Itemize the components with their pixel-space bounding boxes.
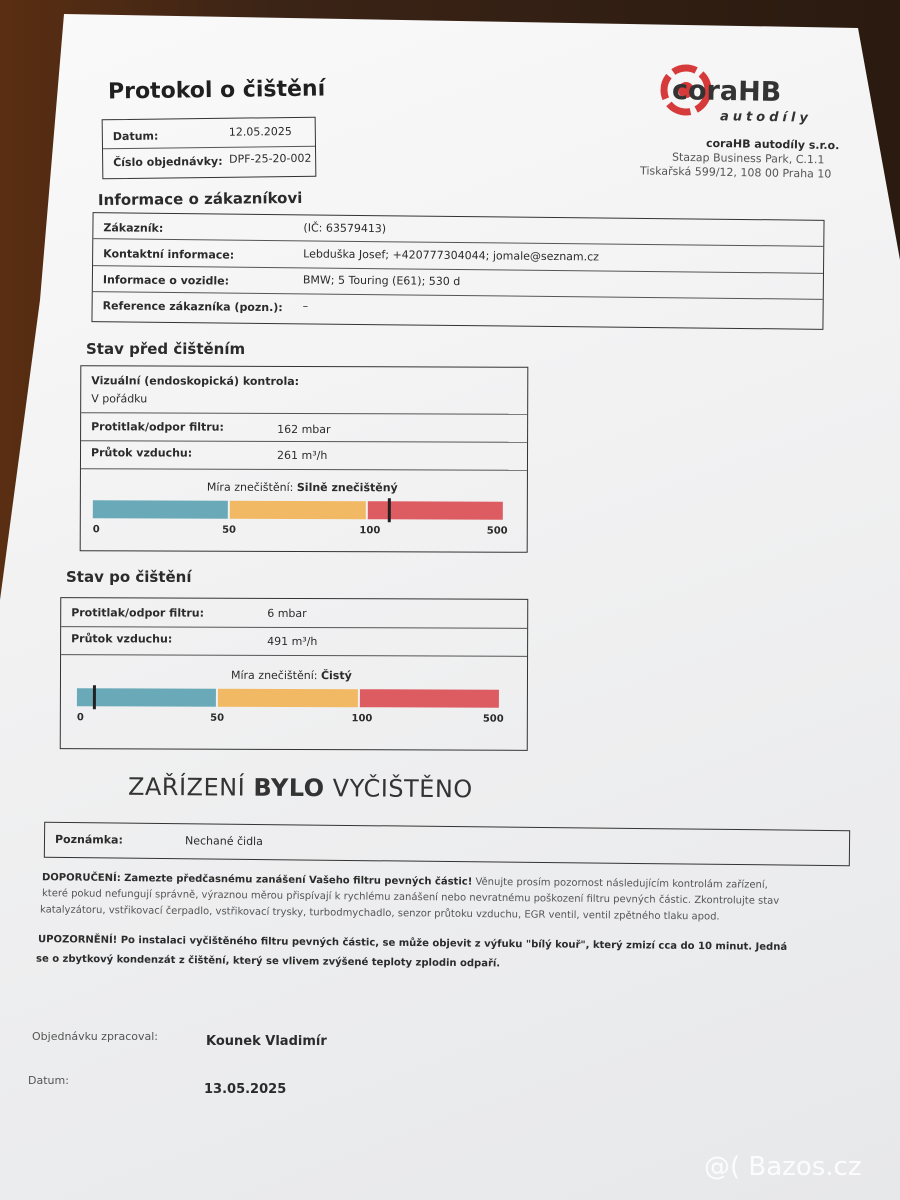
- before-gauge-segment-2: [230, 501, 365, 519]
- logo-subtext: autodíly: [719, 109, 812, 126]
- after-gauge-caption: Míra znečištění:: [230, 668, 318, 683]
- page-title: Protokol o čištění: [107, 76, 326, 105]
- processed-by-label: Objednávku zpracoval:: [32, 1030, 158, 1043]
- result-banner: [128, 773, 473, 803]
- after-gauge-tick-0: 0: [76, 712, 84, 724]
- result-word-3: VYČIŠTĚNO: [332, 774, 473, 804]
- vehicle-label: Informace o vozidle:: [102, 273, 230, 288]
- after-flow-value: 491 m³/h: [267, 634, 318, 649]
- divider: [81, 440, 527, 443]
- recommendation-line-3: katalyzátoru, vstřikovací čerpadlo, vstřikovací trysky, turbodmychadlo, senzor průtoku vzduchu, EGR ventil, ventil zpětného tlaku apod.: [39, 904, 720, 923]
- contact-label: Kontaktní informace:: [103, 247, 235, 262]
- warning-line-2: se o zbytkový kondenzát z čištění, který se vlivem zvýšené teploty zplodin odpaří.: [35, 953, 501, 970]
- before-gauge-tick-50: 50: [222, 524, 237, 536]
- after-gauge-segment-2: [218, 689, 357, 707]
- divider: [93, 265, 823, 274]
- before-flow-label: Průtok vzduchu:: [90, 446, 193, 460]
- before-gauge-tick-100: 100: [359, 525, 381, 537]
- footer-date-label: Datum:: [28, 1074, 69, 1087]
- before-pressure-value: 162 mbar: [277, 422, 331, 437]
- before-gauge-status: Silně znečištěný: [296, 480, 398, 495]
- bazos-watermark: @( Bazos.cz: [704, 1152, 862, 1182]
- customer-label: Zákazník:: [103, 221, 164, 235]
- after-gauge-segment-3: [360, 689, 499, 707]
- reference-value: –: [302, 299, 309, 313]
- after-gauge-label: [231, 669, 352, 682]
- divider: [93, 291, 823, 300]
- warning-line-1: UPOZORNĚNÍ! Po instalaci vyčištěného filtru pevných částic, se může objevit z výfuku "bílý kouř", který zmizí cca do 10 minut. Jedná: [37, 934, 788, 953]
- after-heading: Stav po čištění: [66, 568, 192, 586]
- before-gauge-marker: [388, 498, 391, 522]
- after-panel: [60, 597, 529, 751]
- before-gauge-caption: Míra znečištění:: [206, 480, 294, 494]
- after-gauge-status: Čistý: [320, 669, 352, 683]
- before-gauge-tick-500: 500: [486, 525, 508, 537]
- processed-by-value: Kounek Vladimír: [206, 1034, 327, 1049]
- order-number-value: DPF-25-20-002: [229, 151, 312, 166]
- divider: [81, 412, 527, 415]
- before-panel: [80, 365, 529, 553]
- before-gauge-segment-1: [93, 500, 228, 518]
- recommendation-label: DOPORUČENÍ: Zamezte předčasnému zanášení Vašeho filtru pevných částic!: [41, 872, 473, 888]
- reference-label: Reference zákazníka (pozn.):: [102, 299, 283, 315]
- visual-check-label: Vizuální (endoskopická) kontrola:: [91, 374, 300, 388]
- divider: [81, 468, 527, 471]
- order-number-label: Číslo objednávky:: [113, 154, 223, 170]
- divider: [61, 654, 527, 657]
- customer-table: [91, 212, 824, 330]
- footer-date-value: 13.05.2025: [204, 1082, 287, 1097]
- after-gauge-segment-1: [77, 688, 216, 706]
- after-contamination-gauge: [76, 688, 504, 735]
- order-meta-box: [102, 117, 317, 180]
- divider: [103, 146, 315, 150]
- date-label: Datum:: [112, 129, 159, 144]
- after-gauge-marker: [93, 685, 96, 709]
- divider: [93, 238, 823, 247]
- before-gauge-label: [207, 481, 398, 495]
- logo-text: coraHB: [671, 75, 782, 108]
- result-word-1: ZAŘÍZENÍ: [127, 772, 246, 802]
- divider: [61, 626, 527, 629]
- company-address-1: Stazap Business Park, C.1.1: [671, 150, 825, 167]
- after-gauge-tick-500: 500: [482, 713, 504, 725]
- company-address-2: Tiskařská 599/12, 108 00 Praha 10: [639, 164, 832, 181]
- after-gauge-tick-50: 50: [210, 712, 225, 724]
- recommendation-text: Věnujte prosím pozornost následujícím kontrolám zařízení,: [475, 876, 768, 891]
- before-heading: Stav před čištěním: [86, 340, 246, 358]
- company-name: coraHB autodíly s.r.o.: [705, 136, 840, 153]
- vehicle-value: BMW; 5 Touring (E61); 530 d: [302, 273, 461, 289]
- customer-heading: Informace o zákazníkovi: [97, 188, 303, 210]
- note-label: Poznámka:: [54, 832, 123, 847]
- after-gauge-tick-100: 100: [351, 713, 373, 725]
- customer-value: (IČ: 63579413): [303, 221, 387, 236]
- before-contamination-gauge: [92, 500, 508, 547]
- before-pressure-label: Protitlak/odpor filtru:: [91, 420, 224, 434]
- result-word-2: BYLO: [253, 773, 325, 803]
- date-value: 12.05.2025: [228, 124, 292, 139]
- recommendation-line-2: které pokud nefungují správně, výraznou měrou přispívají k rychlému zanášení nebo nevratnému poškození filtru pevných částic. Zkontrolujte stav: [41, 888, 780, 907]
- after-pressure-label: Protitlak/odpor filtru:: [71, 606, 205, 620]
- visual-check-value: V pořádku: [91, 392, 148, 406]
- after-pressure-value: 6 mbar: [267, 606, 307, 621]
- before-flow-value: 261 m³/h: [276, 448, 328, 463]
- after-flow-label: Průtok vzduchu:: [71, 632, 173, 646]
- note-value: Nechané čidla: [184, 834, 263, 849]
- before-gauge-tick-0: 0: [92, 524, 100, 536]
- contact-value: Lebduška Josef; +420777304044; jomale@seznam.cz: [303, 247, 600, 264]
